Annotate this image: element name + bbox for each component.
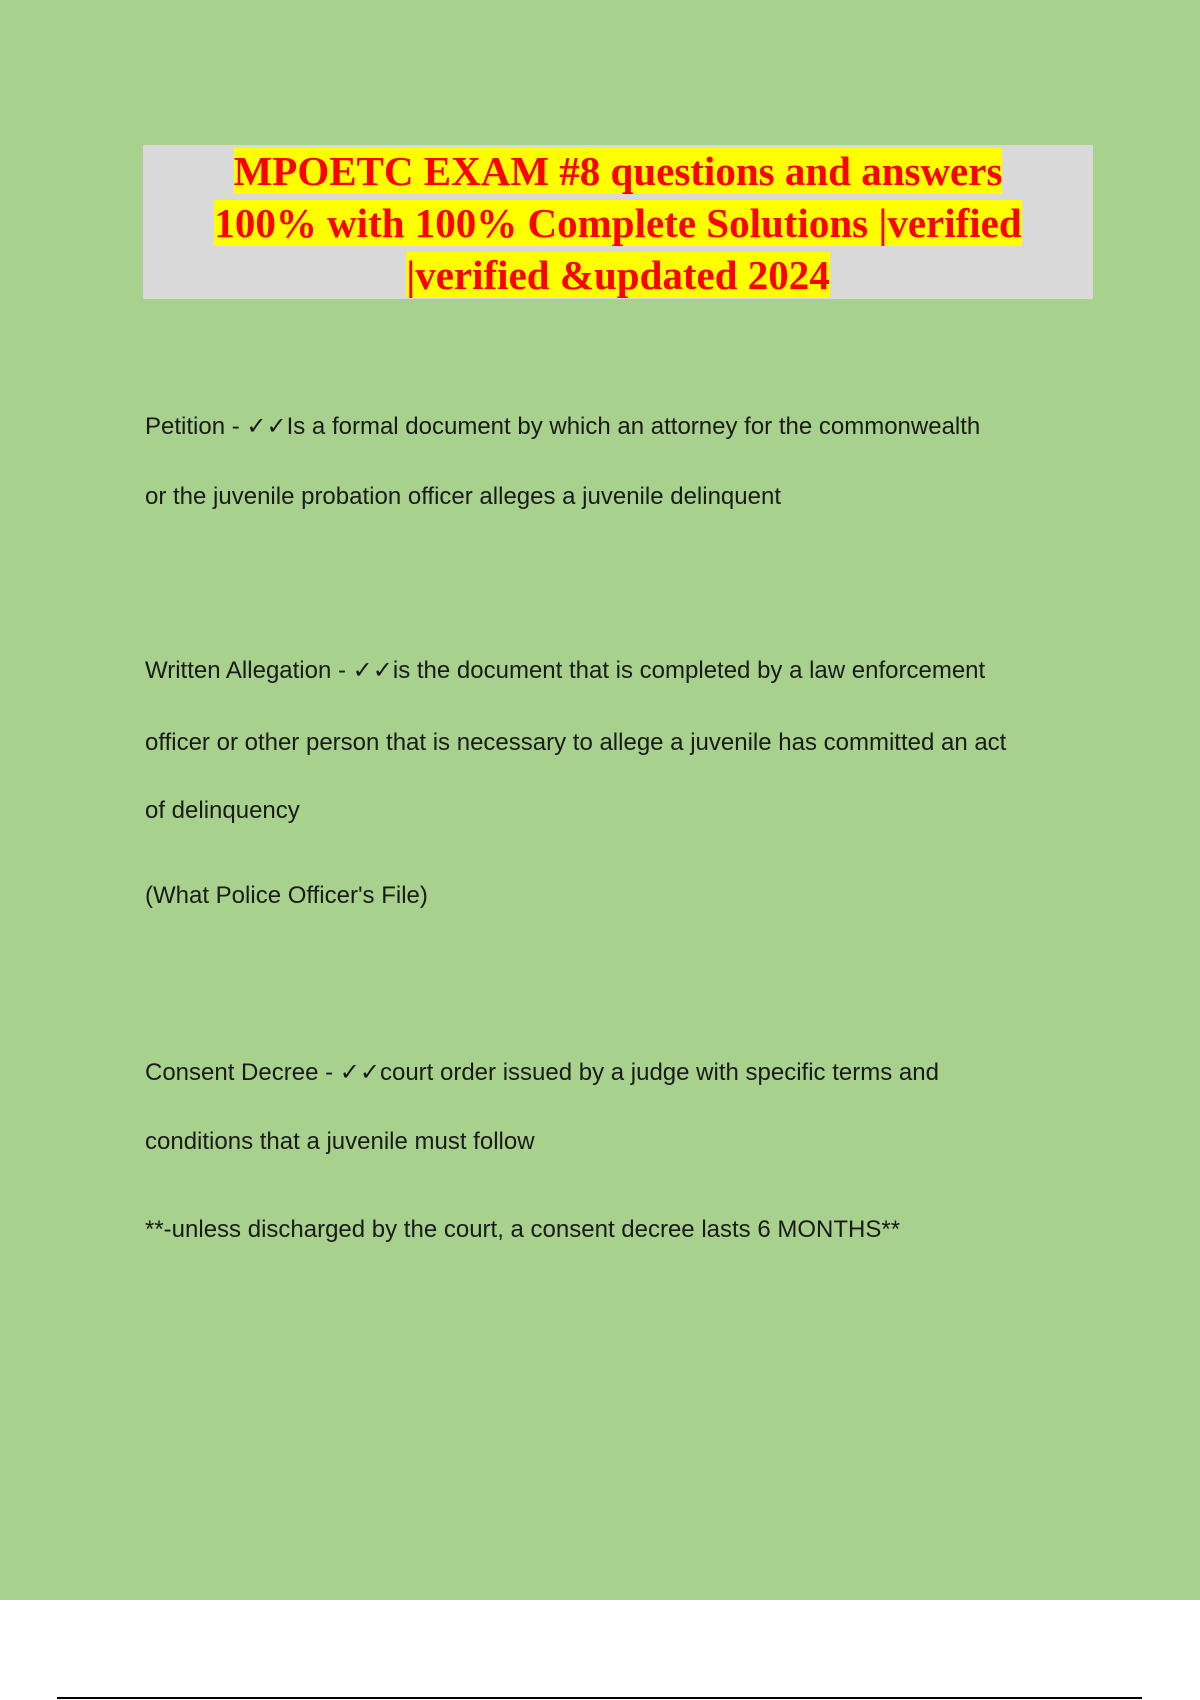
- document-title: [153, 145, 1083, 301]
- entry-line: Written Allegation - ✓✓is the document that is completed by a law enforcement: [145, 657, 986, 684]
- entry-line: **-unless discharged by the court, a consent decree lasts 6 MONTHS**: [145, 1216, 901, 1243]
- entry-line: of delinquency: [145, 797, 300, 824]
- entry-line: or the juvenile probation officer alleges a juvenile delinquent: [145, 483, 781, 510]
- title-line-1: MPOETC EXAM #8 questions and answers: [233, 148, 1003, 194]
- entry-line: conditions that a juvenile must follow: [145, 1128, 535, 1155]
- title-line-3: |verified &updated 2024: [406, 252, 830, 298]
- entry-line: officer or other person that is necessary to allege a juvenile has committed an act: [145, 729, 1007, 756]
- entry-line: (What Police Officer's File): [145, 882, 428, 909]
- title-box: [143, 145, 1093, 299]
- entry-line: Petition - ✓✓Is a formal document by which an attorney for the commonwealth: [145, 413, 981, 440]
- footer-divider: [57, 1697, 1142, 1699]
- title-line-2: 100% with 100% Complete Solutions |verified: [214, 200, 1022, 246]
- entry-line: Consent Decree - ✓✓court order issued by a judge with specific terms and: [145, 1059, 939, 1086]
